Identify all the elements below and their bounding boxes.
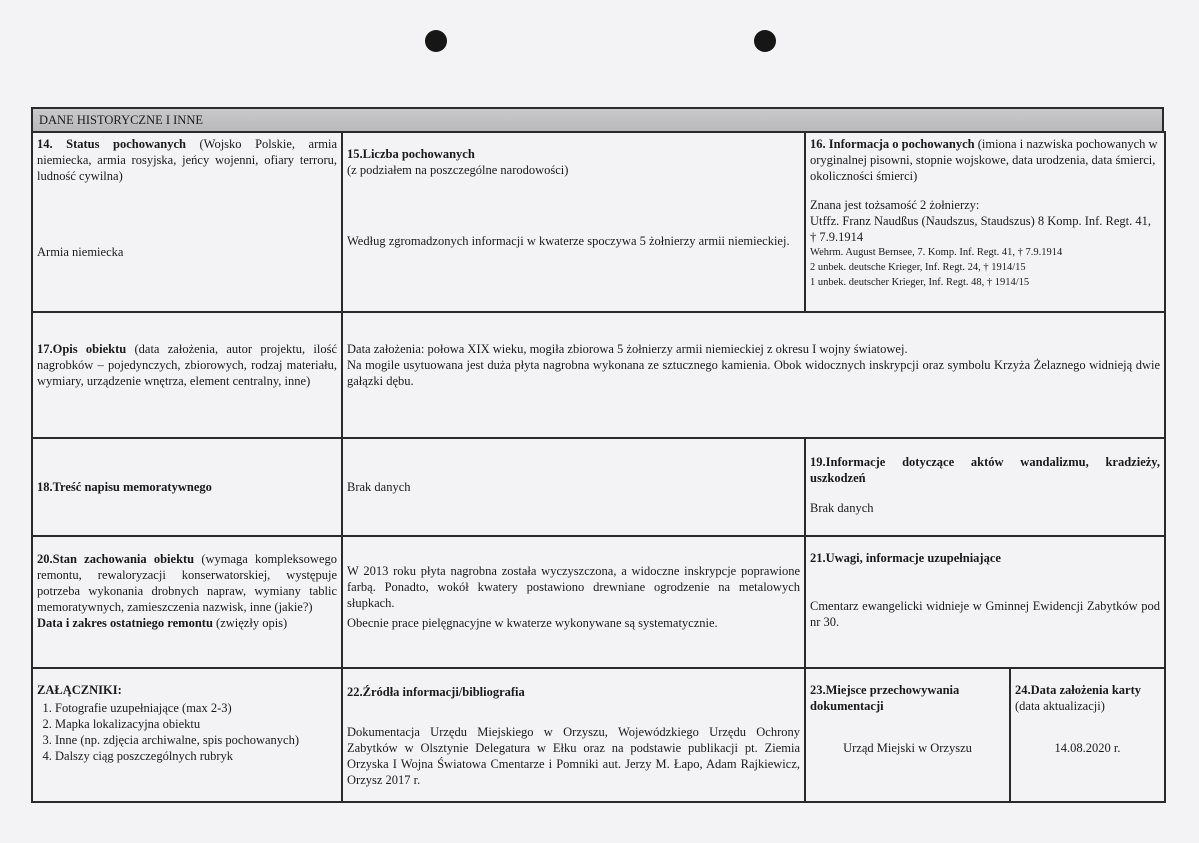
condition-value-2: Obecnie prace pielęgnacyjne w kwaterze wykonywane są systematycznie. <box>347 616 718 630</box>
description-desc: (data założenia, autor projektu, ilość nagrobków – pojedynczych, zbiorowych, rodzaj materiału, wymiary, urządzenie wnętrza, element centralny, inne) <box>37 342 337 388</box>
vandalism-value: Brak danych <box>810 501 874 515</box>
count-desc: (z podziałem na poszczególne narodowości) <box>347 163 569 177</box>
description-line-2: Na mogile usytuowana jest duża płyta nagrobna wykonana ze sztucznego kamienia. Obok widocznych inskrypcji oraz symbolu Krzyża Żelaznego widnieją dwie gałązki dębu. <box>347 358 1160 388</box>
info-line-2: Utffz. Franz Naudßus (Naudszus, Staudszus) 8 Komp. Inf. Regt. 41, † 7.9.1914 <box>810 214 1152 244</box>
attachment-item: 3. Inne (np. zdjęcia archiwalne, spis pochowanych) <box>55 732 337 748</box>
cell-condition-value <box>342 536 805 668</box>
cell-description-value <box>342 312 1165 438</box>
count-value: Według zgromadzonych informacji w kwaterze spoczywa 5 żołnierzy armii niemieckiej. <box>347 234 790 248</box>
card-date-desc: (data aktualizacji) <box>1015 699 1105 713</box>
row-inscription <box>32 438 1165 536</box>
cell-sources <box>342 668 805 802</box>
cell-storage <box>805 668 1010 802</box>
row-condition <box>32 536 1165 668</box>
remarks-label: 21.Uwagi, informacje uzupełniające <box>810 551 1001 565</box>
sources-value: Dokumentacja Urzędu Miejskiego w Orzyszu, Wojewódzkiego Urzędu Ochrony Zabytków w Olsztynie Delegatura w Ełku oraz na podstawie publikacji pt. Ziemia Orzyska I Wojna Światowa Cmentarze i Pomniki aut. Jerzy M. Łapo, Adam Rajkiewicz, Orzysz 2017 r. <box>347 725 800 787</box>
inscription-label: 18.Treść napisu memoratywnego <box>32 438 342 536</box>
cell-status <box>32 132 342 312</box>
attachment-item: 1. Fotografie uzupełniające (max 2-3) <box>55 700 337 716</box>
cell-count <box>342 132 805 312</box>
attachments-list <box>37 700 337 764</box>
condition-value-1: W 2013 roku płyta nagrobna została wyczyszczona, a widoczne inskrypcje poprawione farbą. Ponadto, wokół kwatery postawiono drewniane ogrodzenie na metalowych słupkach. <box>347 564 800 610</box>
info-desc: (imiona i nazwiska pochowanych w oryginalnej pisowni, stopnie wojskowe, data urodzenia, data śmierci, okoliczności śmierci) <box>810 137 1158 183</box>
count-label: 15.Liczba pochowanych <box>347 147 475 161</box>
cell-attachments <box>32 668 342 802</box>
remarks-value: Cmentarz ewangelicki widnieje w Gminnej Ewidencji Zabytków pod nr 30. <box>810 599 1160 629</box>
cell-remarks <box>805 536 1165 668</box>
info-line-1: Znana jest tożsamość 2 żołnierzy: <box>810 198 980 212</box>
row-description <box>32 312 1165 438</box>
description-line-1: Data założenia: połowa XIX wieku, mogiła zbiorowa 5 żołnierzy armii niemieckiej z okresu I wojny światowej. <box>347 342 908 356</box>
vandalism-label: 19.Informacje dotyczące aktów wandalizmu, kradzieży, uszkodzeń <box>810 455 1160 485</box>
info-label: 16. Informacja o pochowanych <box>810 137 975 151</box>
sources-label: 22.Źródła informacji/bibliografia <box>347 685 525 699</box>
status-desc: (Wojsko Polskie, armia niemiecka, armia rosyjska, jeńcy wojenni, ofiary terroru, ludność cywilna) <box>37 137 337 183</box>
renovation-desc: (zwięzły opis) <box>212 616 288 630</box>
cell-card-date <box>1010 668 1165 802</box>
punch-hole-left <box>425 30 447 52</box>
renovation-label: Data i zakres ostatniego remontu <box>37 616 213 630</box>
inscription-value: Brak danych <box>342 438 805 536</box>
info-line-3: Wehrm. August Bernsee, 7. Komp. Inf. Regt. 41, † 7.9.1914 <box>810 247 1063 258</box>
cell-vandalism <box>805 438 1165 536</box>
info-line-5: 1 unbek. deutscher Krieger, Inf. Regt. 48, † 1914/15 <box>810 277 1030 288</box>
cell-condition-label <box>32 536 342 668</box>
storage-value: Urząd Miejski w Orzyszu <box>843 741 972 755</box>
condition-label: 20.Stan zachowania obiektu <box>37 552 195 566</box>
status-value: Armia niemiecka <box>37 245 124 259</box>
record-table <box>31 131 1166 803</box>
cell-info <box>805 132 1165 312</box>
storage-label: 23.Miejsce przechowywania dokumentacji <box>810 683 960 713</box>
row-sources <box>32 668 1165 802</box>
attachment-item: 2. Mapka lokalizacyjna obiektu <box>55 716 337 732</box>
section-header: DANE HISTORYCZNE I INNE <box>31 107 1164 131</box>
card-date-value: 14.08.2020 r. <box>1054 741 1121 755</box>
card-date-label: 24.Data założenia karty <box>1015 683 1142 697</box>
status-label: 14. Status pochowanych <box>37 137 186 151</box>
cell-description-label <box>32 312 342 438</box>
row-burials <box>32 132 1165 312</box>
description-label: 17.Opis obiektu <box>37 342 127 356</box>
punch-hole-right <box>754 30 776 52</box>
info-line-4: 2 unbek. deutsche Krieger, Inf. Regt. 24, † 1914/15 <box>810 262 1026 273</box>
attachments-label: ZAŁĄCZNIKI: <box>37 683 122 697</box>
record-card <box>31 107 1164 803</box>
attachment-item: 4. Dalszy ciąg poszczególnych rubryk <box>55 748 337 764</box>
condition-desc: (wymaga kompleksowego remontu, rewaloryzacji konserwatorskiej, występuje potrzeba wykonania drobnych napraw, wymiany tablic memoratywnych, zamieszczenia nazwisk, inne (jakie?) <box>37 552 337 614</box>
